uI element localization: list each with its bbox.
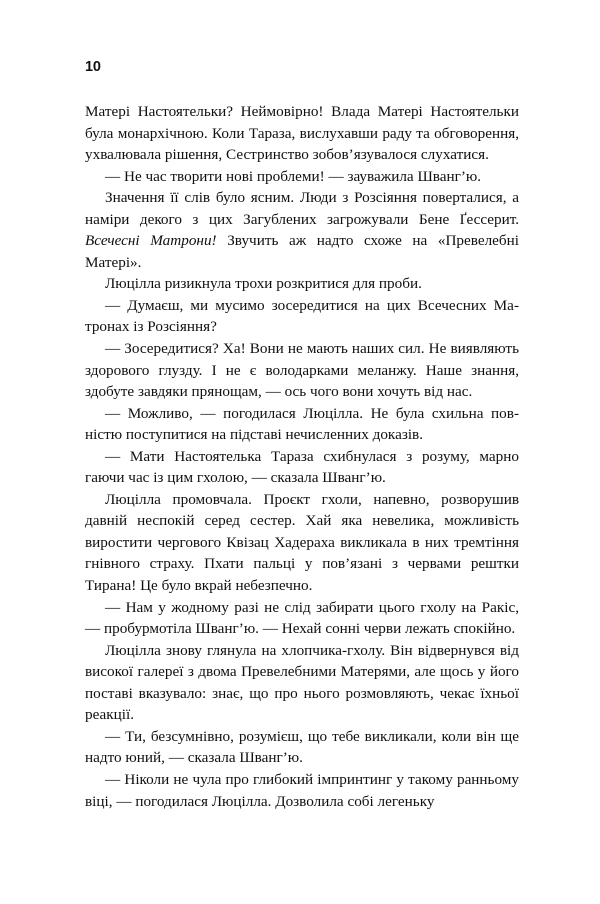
body-paragraph: — Зосередитися? Ха! Вони не мають наших сил. Не виявляють здорового глузду. І не є володарками меланжу. Наше знання, здобуте завдяки прянощам, — ось чого вони хочуть від нас. bbox=[85, 340, 519, 401]
body-paragraph: — Ніколи не чула про глибокий імпринтинг у такому ранньому віці, — погодилася Люцілла. Дозволила собі легеньку bbox=[85, 770, 519, 810]
body-paragraph: — Нам у жодному разі не слід забирати цього гхолу на Ракіс, — пробурмотіла Шванг’ю. — Нехай сонні черви лежать спокійно. bbox=[85, 598, 519, 638]
body-text-block bbox=[85, 101, 519, 812]
body-paragraph: — Можливо, — погодилася Люцілла. Не була схильна повністю поступитися на підставі нечисленних доказів. bbox=[85, 404, 519, 444]
body-paragraph: Значення її слів було ясним. Люди з Розсіяння поверталися, а наміри декого з цих Загублених загрожували Бене Ґессерит. Всечесні Матрони! Звучить аж надто схоже на «Превелебні Матері». bbox=[85, 189, 519, 271]
body-paragraph: — Не час творити нові проблеми! — зауважила Шванг’ю. bbox=[105, 167, 482, 185]
page-number: 10 bbox=[85, 59, 101, 75]
body-paragraph: Люцілла промовчала. Проєкт гхоли, напевно, розворушив давній неспокій серед сестер. Хай яка невелика, можливість виростити чергового Квізац Хадераха викликала в них тремтіння гнівного страху. Пхати пальці у пов’язані з червами рештки Тирана! Це було вкрай небезпечно. bbox=[85, 490, 519, 595]
body-paragraph: Люцілла ризикнула трохи розкритися для проби. bbox=[105, 275, 422, 293]
body-paragraph: Матері Настоятельки? Неймовірно! Влада Матері Настоятельки була монархічною. Коли Тараза, вислухавши раду та обговорення, ухвалювала рішення, Сестринство зобов’язувалося слухатися. bbox=[85, 103, 519, 164]
body-paragraph: — Мати Настоятелька Тараза схибнулася з розуму, марно гаючи час із цим гхолою, — сказала Шванг’ю. bbox=[85, 447, 519, 487]
emphasis-italic: Всечесні Матрони! bbox=[85, 232, 217, 250]
body-paragraph: — Думаєш, ми мусимо зосередитися на цих Всечесних Матронах із Розсіяння? bbox=[85, 296, 519, 336]
body-paragraph: Люцілла знову глянула на хлопчика-гхолу. Він відвернувся від високої галереї з двома Превелебними Матерями, але щось у його поставі вказувало: знає, що про нього розмовляють, чекає їхньої реакції. bbox=[85, 641, 519, 724]
body-paragraph: — Ти, безсумнівно, розумієш, що тебе викликали, коли він ще надто юний, — сказала Шванг’ю. bbox=[85, 727, 519, 767]
